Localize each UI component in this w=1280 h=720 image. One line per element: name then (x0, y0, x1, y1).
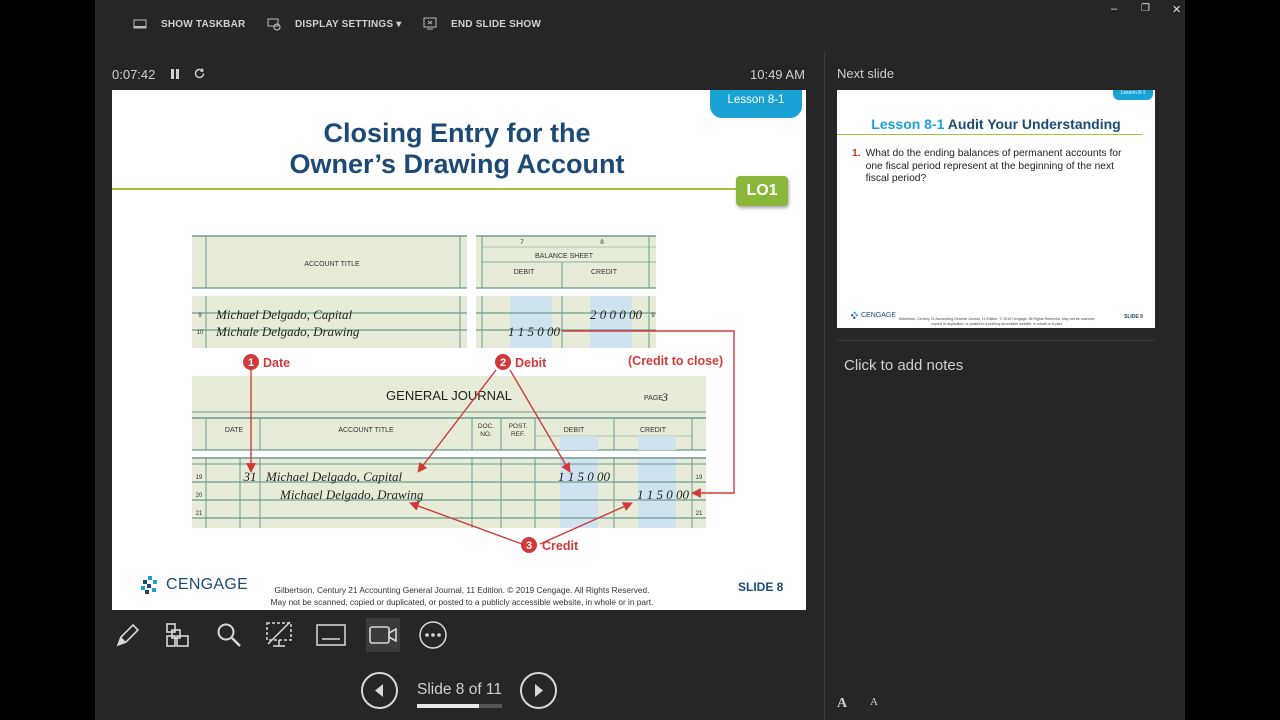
display-settings-button[interactable] (267, 14, 401, 34)
subtitles-button[interactable] (314, 618, 348, 652)
see-all-slides-button[interactable] (160, 618, 194, 652)
worksheet-rows (192, 296, 656, 348)
slide-progress-fill (417, 704, 479, 708)
slide-counter[interactable]: Slide 8 of 11 (417, 681, 503, 698)
next-slide-number: SLIDE 9 (1124, 314, 1143, 320)
panel-divider[interactable] (824, 52, 825, 720)
callout-3-number: 3 (525, 540, 533, 552)
presenter-toolbar (95, 0, 1185, 48)
lo-badge: LO1 (736, 176, 788, 206)
slide-title-line2: Owner’s Drawing Account (289, 149, 625, 179)
callout-credit-to-close: (Credit to close) (628, 354, 724, 368)
display-settings-icon (267, 17, 281, 31)
journal-page-number: 3 (662, 390, 668, 404)
cengage-logo (139, 574, 248, 596)
ws-account-title-header: ACCOUNT TITLE (304, 261, 360, 268)
copyright-footer (252, 584, 672, 608)
journal-doc-header-2: NO. (480, 431, 492, 438)
next-slide-preview[interactable] (837, 90, 1155, 328)
callout-1-number: 1 (247, 357, 255, 369)
next-title-highlight: Lesson 8-1 (871, 116, 945, 132)
slide-number: SLIDE 8 (738, 580, 784, 594)
ws-row10-line: 10 (196, 330, 204, 336)
close-button[interactable]: ✕ (1172, 4, 1182, 16)
show-taskbar-button[interactable] (133, 14, 245, 34)
minimize-button[interactable]: – (1111, 3, 1118, 15)
next-slide-label: Next slide (837, 66, 895, 81)
end-slide-show-label: END SLIDE SHOW (451, 18, 542, 30)
previous-slide-button[interactable] (361, 672, 398, 709)
next-title-underline (837, 134, 1142, 135)
next-cengage-logo-icon (850, 311, 859, 320)
magnifier-icon (215, 621, 243, 649)
black-screen-button[interactable] (262, 618, 296, 652)
callout-debit (495, 354, 547, 370)
pen-tool-button[interactable] (110, 618, 144, 652)
journal-row21-line-right: 21 (695, 511, 703, 517)
callout-credit (521, 537, 579, 553)
journal-row19-line-right: 19 (695, 475, 703, 481)
ws-debit-header: DEBIT (513, 269, 535, 276)
pause-icon[interactable] (170, 68, 180, 80)
ws-row9-title: Michael Delgado, Capital (216, 307, 353, 322)
show-taskbar-label: SHOW TASKBAR (161, 18, 246, 30)
next-arrow-icon (522, 674, 555, 707)
restore-button[interactable]: ❐ (1141, 3, 1150, 14)
previous-arrow-icon (363, 674, 396, 707)
next-question-text: What do the ending balances of permanent accounts for one fiscal period represent at the beginning of the next fiscal period? (865, 148, 1122, 184)
decrease-font-button[interactable]: A (870, 696, 878, 708)
journal-row20-credit: 1 1 5 0 00 (637, 487, 689, 502)
callout-credit-label: Credit (542, 539, 579, 553)
speaker-notes[interactable]: Click to add notes (844, 357, 964, 374)
ws-row9-line: 9 (198, 313, 202, 319)
next-copyright-footer: Gilbertson, Century 21 Accounting General Journal, 11 Edition. © 2019 Cengage. All Rights Reserved. May not be scanned, copied or duplicated, or posted to a publicly accessible website, in whole or in part. (898, 317, 1096, 326)
journal-row20-line: 20 (195, 493, 203, 499)
increase-font-button[interactable]: A (837, 696, 848, 711)
camera-icon (368, 623, 398, 647)
next-question-number: 1. (852, 148, 861, 159)
more-options-button[interactable] (416, 618, 450, 652)
journal-row20-title: Michael Delgado, Drawing (280, 487, 424, 502)
journal-row19-title: Michael Delgado, Capital (266, 469, 403, 484)
callout-date-label: Date (263, 356, 291, 370)
next-slide-title (837, 116, 1155, 132)
more-options-icon (418, 620, 448, 650)
notes-separator (837, 340, 1155, 341)
elapsed-timer: 0:07:42 (112, 67, 156, 82)
current-slide[interactable] (112, 90, 806, 610)
cengage-logo-text: CENGAGE (166, 576, 249, 593)
copyright-line2: May not be scanned, copied or duplicated, or posted to a publicly accessible website, in whole or in part. (270, 597, 654, 607)
journal-row19-date: 31 (243, 469, 257, 484)
ws-row10-title: Michale Delgado, Drawing (216, 324, 360, 339)
journal-credit-header: CREDIT (639, 427, 667, 434)
next-logo-text: CENGAGE (861, 312, 897, 319)
journal-row19-line: 19 (195, 475, 203, 481)
taskbar-icon (133, 17, 147, 31)
black-screen-icon (264, 620, 294, 650)
callout-date (243, 354, 290, 370)
lesson-tab: Lesson 8-1 (710, 90, 802, 118)
ws-credit-header: CREDIT (590, 269, 618, 276)
journal-postref-header-2: REF. (510, 431, 526, 438)
journal-account-title-header: ACCOUNT TITLE (338, 427, 394, 434)
next-question (852, 148, 1137, 186)
general-journal (192, 376, 706, 528)
journal-row19-debit: 1 1 5 0 00 (558, 469, 610, 484)
callout-debit-label: Debit (515, 356, 547, 370)
camera-button[interactable] (366, 618, 400, 652)
journal-row21-line: 21 (195, 511, 203, 517)
callout-2-number: 2 (499, 357, 507, 369)
next-lesson-tab: Lesson 8-1 (1113, 90, 1153, 100)
ws-row10-debit: 1 1 5 0 00 (508, 324, 560, 339)
ws-row9-line-right: 9 (651, 313, 655, 319)
end-slide-show-button[interactable] (423, 14, 541, 34)
worksheet-header (192, 236, 656, 288)
zoom-button[interactable] (212, 618, 246, 652)
cengage-logo-icon (139, 574, 161, 596)
journal-date-header: DATE (224, 427, 244, 434)
clock: 10:49 AM (750, 67, 805, 82)
slide-title (112, 118, 806, 180)
ws-row9-credit: 2 0 0 0 00 (590, 307, 642, 322)
journal-title: GENERAL JOURNAL (386, 388, 512, 403)
journal-postref-header: POST. (508, 423, 528, 430)
next-cengage-logo (850, 311, 896, 320)
slide-title-line1: Closing Entry for the (323, 118, 591, 148)
title-underline (112, 188, 742, 190)
closing-entry-figure (192, 230, 752, 570)
slides-grid-icon (163, 621, 191, 649)
ws-balance-sheet: BALANCE SHEET (535, 253, 593, 260)
end-show-icon (423, 17, 437, 31)
ws-col-8: 8 (600, 239, 604, 246)
journal-debit-header: DEBIT (563, 427, 585, 434)
copyright-line1: Gilbertson, Century 21 Accounting General Journal, 11 Edition. © 2019 Cengage. All Rights Reserved. (274, 585, 650, 595)
display-settings-label: DISPLAY SETTINGS ▾ (295, 18, 402, 30)
ws-col-7: 7 (520, 239, 524, 246)
journal-doc-header: DOC. (477, 423, 495, 430)
next-slide-button[interactable] (520, 672, 557, 709)
slide-progress-bar (417, 704, 502, 708)
next-title-rest: Audit Your Understanding (944, 116, 1121, 132)
subtitles-icon (315, 621, 347, 649)
presenter-view (95, 0, 1185, 720)
pen-icon (113, 621, 141, 649)
restart-timer-icon[interactable] (193, 67, 206, 80)
journal-page-label: PAGE (644, 395, 663, 402)
